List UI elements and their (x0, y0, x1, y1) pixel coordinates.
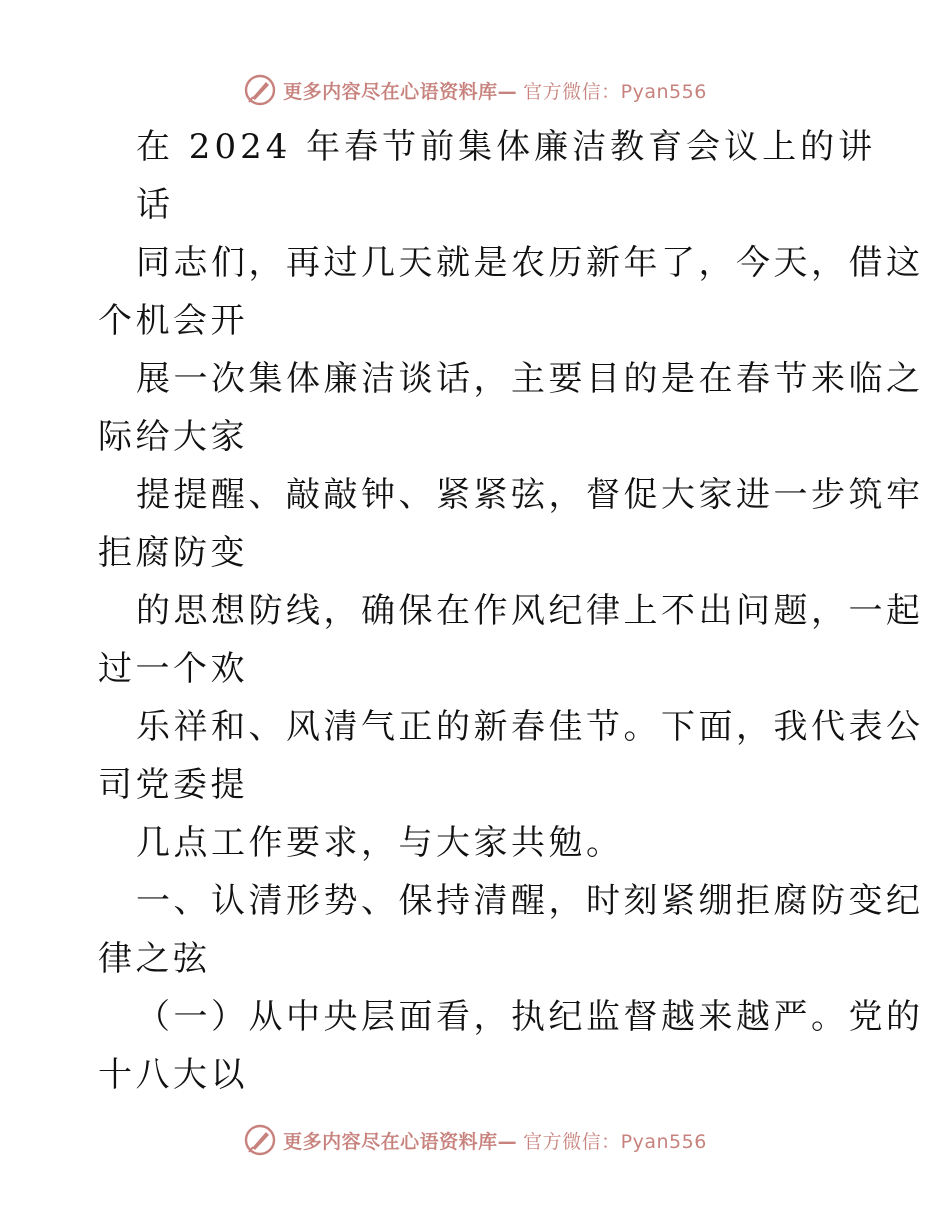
quill-pen-icon (243, 73, 277, 107)
text-line: 展一次集体廉洁谈话，主要目的是在春节来临之 (136, 359, 924, 399)
quill-pen-icon (243, 1123, 277, 1157)
body-text (98, 234, 924, 1104)
text-line: （一）从中央层面看，执纪监督越来越严。党的 (136, 997, 924, 1037)
document-title-line-2: 话 (136, 185, 174, 225)
text-line: 提提醒、敲敲钟、紧紧弦，督促大家进一步筑牢 (136, 475, 924, 515)
brand-text: 更多内容尽在心语资料库— (283, 1130, 518, 1153)
text-line: 个机会开 (98, 301, 248, 341)
wechat-handle-text: 官方微信：Pyan556 (523, 80, 707, 103)
document-body (98, 118, 924, 1104)
text-line: 司党委提 (98, 765, 248, 805)
footer-watermark-banner (0, 1120, 950, 1160)
text-line: 律之弦 (98, 939, 211, 979)
text-line: 的思想防线，确保在作风纪律上不出问题，一起 (136, 591, 924, 631)
brand-text: 更多内容尽在心语资料库— (283, 80, 518, 103)
text-line: 乐祥和、风清气正的新春佳节。下面，我代表公 (136, 707, 924, 747)
text-line: 一、认清形势、保持清醒，时刻紧绷拒腐防变纪 (136, 881, 924, 921)
text-line: 过一个欢 (98, 649, 248, 689)
text-line: 同志们，再过几天就是农历新年了，今天，借这 (136, 243, 924, 283)
text-line: 际给大家 (98, 417, 248, 457)
text-line: 十八大以 (98, 1055, 248, 1095)
text-line: 几点工作要求，与大家共勉。 (136, 823, 624, 863)
wechat-handle-text: 官方微信：Pyan556 (523, 1130, 707, 1153)
header-watermark-banner (0, 70, 950, 110)
text-line: 拒腐防变 (98, 533, 248, 573)
document-title-line-1: 在 2024 年春节前集体廉洁教育会议上的讲 (136, 127, 877, 167)
